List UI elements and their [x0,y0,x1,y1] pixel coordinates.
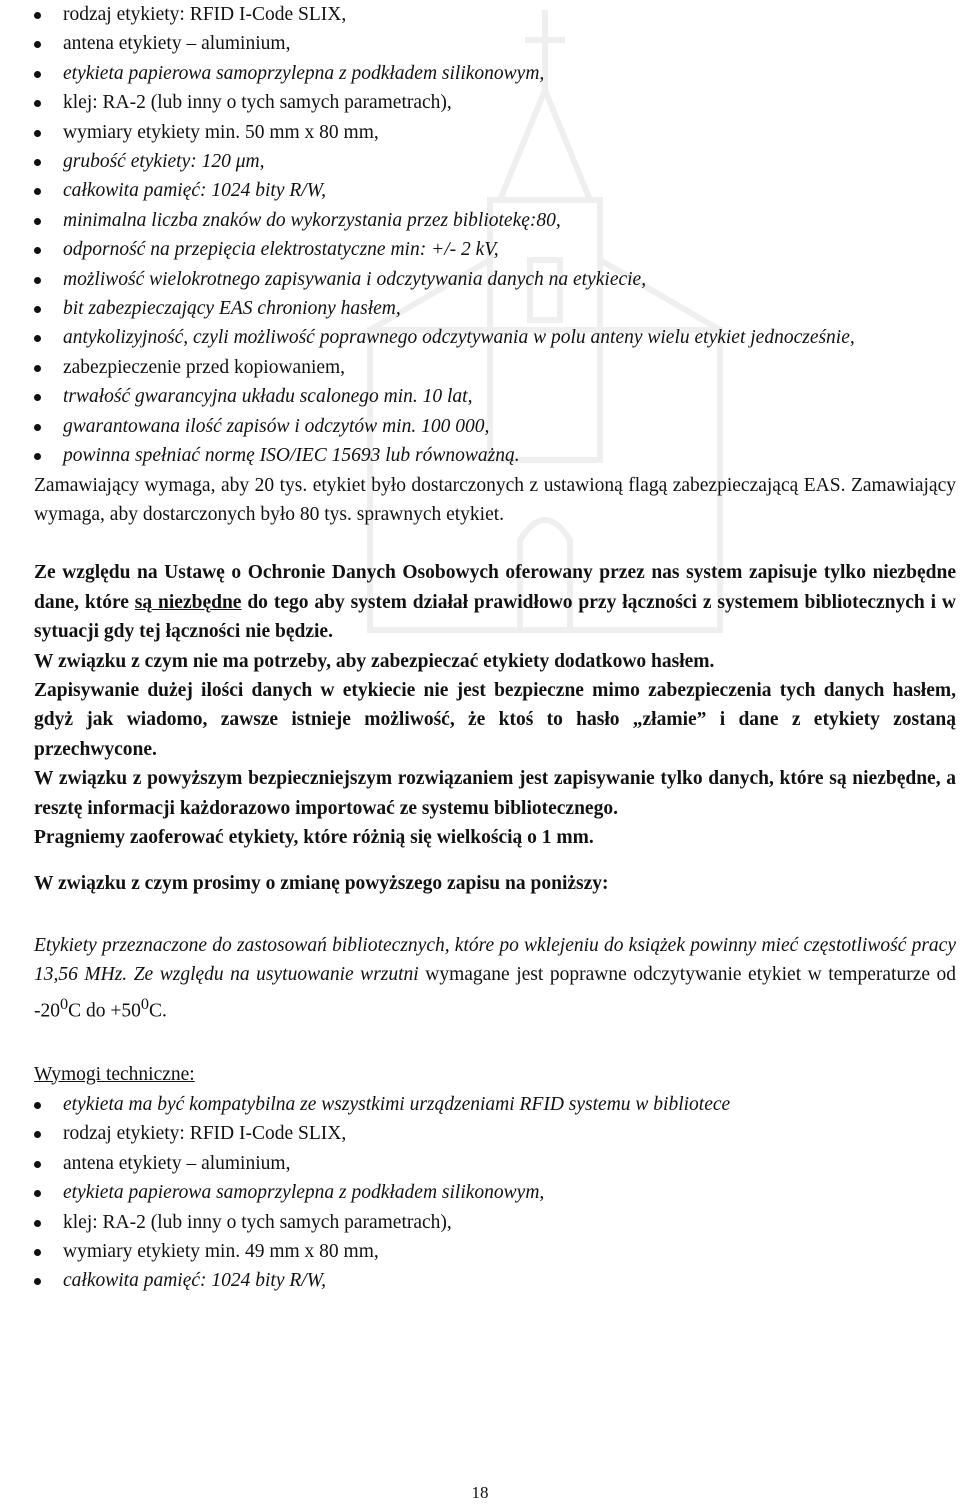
list-item: wymiary etykiety min. 50 mm x 80 mm, [34,118,956,147]
argument-paragraph-3: Zapisywanie dużej ilości danych w etykiecie nie jest bezpieczne mimo zabezpieczenia tych danych hasłem, gdyż jak wiadomo, zawsze istnieje możliwość, że ktoś to hasło „złamie” i dane z etykiety zostaną przechwycone. [34,679,956,760]
list-item: grubość etykiety: 120 μm, [34,147,956,176]
list-item: antena etykiety – aluminium, [34,1149,956,1178]
requirements-list-proposed [34,1090,956,1296]
bullet-icon [34,159,41,166]
bullet-icon [34,453,41,460]
bullet-icon [34,41,41,48]
list-item: powinna spełniać normę ISO/IEC 15693 lub równoważną. [34,441,956,470]
page-number: 18 [471,1483,489,1502]
list-item: antena etykiety – aluminium, [34,29,956,58]
list-item: rodzaj etykiety: RFID I-Code SLIX, [34,0,956,29]
list-item: etykieta ma być kompatybilna ze wszystkimi urządzeniami RFID systemu w bibliotece [34,1090,956,1119]
tech-requirements-heading: Wymogi techniczne: [34,1063,195,1085]
list-item: odporność na przepięcia elektrostatyczne min: +/- 2 kV, [34,235,956,264]
bullet-icon [34,218,41,225]
bullet-icon [34,277,41,284]
list-item: wymiary etykiety min. 49 mm x 80 mm, [34,1237,956,1266]
bullet-icon [34,1102,41,1109]
bullet-icon [34,71,41,78]
bullet-icon [34,1278,41,1285]
list-item: klej: RA-2 (lub inny o tych samych parametrach), [34,1208,956,1237]
bullet-icon [34,1131,41,1138]
list-item: całkowita pamięć: 1024 bity R/W, [34,1266,956,1295]
list-item: rodzaj etykiety: RFID I-Code SLIX, [34,1119,956,1148]
bullet-icon [34,12,41,19]
bullet-icon [34,130,41,137]
bullet-icon [34,1161,41,1168]
request-line: W związku z czym prosimy o zmianę powyższego zapisu na poniższy: [34,873,609,895]
underlined-phrase: są niezbędne [134,591,242,613]
bullet-icon [34,394,41,401]
bullet-icon [34,424,41,431]
proposed-paragraph: Etykiety przeznaczone do zastosowań bibliotecznych, które po wklejeniu do książek powinny mieć częstotliwość pracy 13,56 MHz. Ze względu na usytuowanie wrzutni wymagane jest poprawne odczytywanie etykiet w temperaturze od $-20^0C$ do $+50^0C$. [34,934,957,1022]
bullet-icon [34,1220,41,1227]
bullet-icon [34,247,41,254]
bullet-icon [34,100,41,107]
argument-paragraph-4: W związku z powyższym bezpieczniejszym rozwiązaniem jest zapisywanie tylko danych, które są niezbędne, a resztę informacji każdorazowo importować ze systemu bibliotecznego. [34,768,956,819]
bullet-icon [34,1249,41,1256]
argument-paragraph-2: W związku z czym nie ma potrzeby, aby zabezpieczać etykiety dodatkowo hasłem. [34,650,715,672]
argument-block [34,558,956,852]
argument-paragraph-5: Pragniemy zaoferować etykiety, które różnią się wielkością o 1 mm. [34,826,594,848]
argument-paragraph-1: Ze względu na Ustawę o Ochronie Danych Osobowych oferowany przez nas system zapisuje tylko niezbędne dane, które są niezbędne do tego aby system działał prawidłowo przy łączności z systemem bibliotecznych i w sytuacji gdy tej łączności nie będzie. [34,562,956,643]
bullet-icon [34,1190,41,1197]
list-item: klej: RA-2 (lub inny o tych samych parametrach), [34,88,956,117]
document-body [34,0,956,1296]
list-item: antykolizyjność, czyli możliwość poprawnego odczytywania w polu anteny wielu etykiet jednocześnie, [34,323,956,352]
list-item: minimalna liczba znaków do wykorzystania przez bibliotekę:80, [34,206,956,235]
bullet-icon [34,188,41,195]
requirements-list-original [34,0,956,471]
list-item: trwałość gwarancyjna układu scalonego min. 10 lat, [34,382,956,411]
list-item: możliwość wielokrotnego zapisywania i odczytywania danych na etykiecie, [34,265,956,294]
list-item: etykieta papierowa samoprzylepna z podkładem silikonowym, [34,1178,956,1207]
order-paragraph: Zamawiający wymaga, aby 20 tys. etykiet było dostarczonych z ustawioną flagą zabezpieczającą EAS. Zamawiający wymaga, aby dostarczonych było 80 tys. sprawnych etykiet. [34,474,956,525]
bullet-icon [34,365,41,372]
list-item: gwarantowana ilość zapisów i odczytów min. 100 000, [34,412,956,441]
list-item: zabezpieczenie przed kopiowaniem, [34,353,956,382]
list-item: etykieta papierowa samoprzylepna z podkładem silikonowym, [34,59,956,88]
bullet-icon [34,306,41,313]
bullet-icon [34,335,41,342]
list-item: bit zabezpieczający EAS chroniony hasłem, [34,294,956,323]
list-item: całkowita pamięć: 1024 bity R/W, [34,176,956,205]
